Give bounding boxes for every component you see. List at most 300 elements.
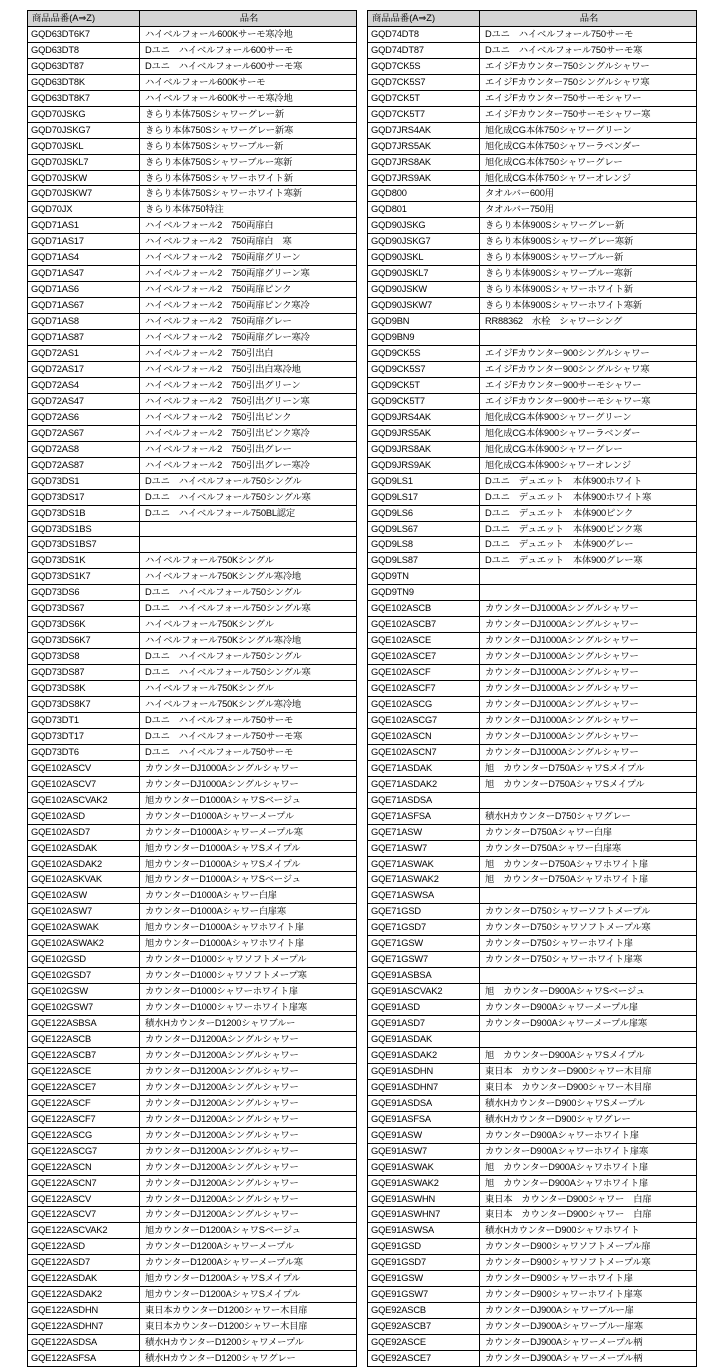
product-code-cell: GQE91ASDAK2: [368, 1047, 480, 1063]
product-code-cell: GQE102ASDAK2: [28, 856, 140, 872]
table-row: [368, 649, 697, 665]
product-code-cell: GQE102ASCB7: [368, 617, 480, 633]
table-row: [368, 122, 697, 138]
product-name-cell: 旭 カウンターD750AシャワSメイプル: [480, 760, 697, 776]
product-code-cell: GQE91ASWAK: [368, 1159, 480, 1175]
product-code-cell: GQE91ASD: [368, 1000, 480, 1016]
product-name-cell: カウンターDJ1000Aシングルシャワー: [140, 776, 357, 792]
table-row: [368, 1047, 697, 1063]
table-row: [28, 872, 357, 888]
product-code-cell: GQD90JSKG7: [368, 234, 480, 250]
product-name-cell: Dユニ ハイベルフォール750サーモ寒: [480, 42, 697, 58]
table-row: [28, 393, 357, 409]
table-row: [28, 170, 357, 186]
table-row: [368, 1159, 697, 1175]
product-name-cell: カウンターD900Aシャワーメープル扉: [480, 1000, 697, 1016]
product-name-cell: ハイベルフォール2 750両扉グリーン寒: [140, 266, 357, 282]
product-name-cell: ハイベルフォール2 750引出ピンク寒冷: [140, 425, 357, 441]
product-code-cell: GQD70JSKG: [28, 106, 140, 122]
table-row: [368, 553, 697, 569]
product-code-cell: GQD70JSKW7: [28, 186, 140, 202]
product-code-cell: GQD9LS6: [368, 505, 480, 521]
table-row: [368, 633, 697, 649]
product-name-cell: カウンターDJ1200Aシングルシャワー: [140, 1127, 357, 1143]
product-code-cell: GQE122ASCVAK2: [28, 1223, 140, 1239]
product-code-cell: GQE91ASCVAK2: [368, 984, 480, 1000]
product-code-cell: GQD90JSKL: [368, 250, 480, 266]
product-code-cell: GQD9JRS8AK: [368, 441, 480, 457]
product-code-cell: GQE102GSW: [28, 984, 140, 1000]
table-row: [28, 617, 357, 633]
product-code-cell: GQE102ASWAK: [28, 920, 140, 936]
table-row: [28, 122, 357, 138]
product-name-cell: 旭カウンターD1000AシャワSベージュ: [140, 872, 357, 888]
product-name-cell: [480, 585, 697, 601]
product-name-cell: エイジFカウンター750サーモシャワー: [480, 90, 697, 106]
table-row: [368, 250, 697, 266]
product-name-cell: Dユニ ハイベルフォール600サーモ寒: [140, 58, 357, 74]
product-name-cell: カウンターD1000Aシャワー白扉: [140, 888, 357, 904]
table-row: [28, 1159, 357, 1175]
product-name-cell: 旭化成CG本体750シャワーグリーン: [480, 122, 697, 138]
product-name-cell: カウンターD900シャワーホワイト扉寒: [480, 1287, 697, 1303]
table-row: [368, 393, 697, 409]
product-code-cell: GQE122ASDAK: [28, 1271, 140, 1287]
product-name-cell: エイジFカウンター900シングルシャワー: [480, 346, 697, 362]
product-name-cell: ハイベルフォール2 750引出ピンク: [140, 409, 357, 425]
product-code-cell: GQE92ASCE7: [368, 1351, 480, 1367]
table-row: [28, 696, 357, 712]
column-header-product-name: 品名: [140, 11, 357, 27]
table-row: [368, 1095, 697, 1111]
product-name-cell: カウンターDJ1200Aシングルシャワー: [140, 1079, 357, 1095]
product-name-cell: カウンターDJ1200Aシングルシャワー: [140, 1111, 357, 1127]
product-code-cell: GQD63DT8K: [28, 74, 140, 90]
table-row: [368, 1319, 697, 1335]
product-name-cell: [480, 792, 697, 808]
product-name-cell: 旭化成CG本体900シャワーグレー: [480, 441, 697, 457]
product-code-cell: GQD63DT6K7: [28, 26, 140, 42]
table-row: [368, 681, 697, 697]
product-name-cell: Dユニ ハイベルフォール750サーモ寒: [140, 728, 357, 744]
product-code-cell: GQD73DT6: [28, 744, 140, 760]
product-table-right: [367, 10, 697, 1367]
table-row: [368, 952, 697, 968]
table-row: [28, 1351, 357, 1367]
table-row: [368, 968, 697, 984]
table-row: [368, 377, 697, 393]
product-name-cell: エイジFカウンター900サーモシャワー寒: [480, 393, 697, 409]
product-name-cell: カウンターD1000Aシャワーメープル寒: [140, 824, 357, 840]
product-name-cell: きらり本体900Sシャワーブルー新: [480, 250, 697, 266]
product-code-cell: GQE71ASWAK: [368, 856, 480, 872]
table-row: [368, 266, 697, 282]
product-code-cell: GQD9BN: [368, 314, 480, 330]
table-row: [28, 936, 357, 952]
table-row: [28, 984, 357, 1000]
product-name-cell: ハイベルフォール2 750引出グレー寒冷: [140, 457, 357, 473]
product-name-cell: カウンターDJ1200Aシングルシャワー: [140, 1063, 357, 1079]
product-code-cell: GQD7CK5S7: [368, 74, 480, 90]
table-row: [28, 409, 357, 425]
table-row: [368, 330, 697, 346]
product-code-cell: GQD9CK5T7: [368, 393, 480, 409]
table-row: [28, 633, 357, 649]
table-row: [28, 1223, 357, 1239]
product-name-cell: カウンターD1000シャワソフトメープル: [140, 952, 357, 968]
table-row: [28, 1287, 357, 1303]
table-row: [368, 904, 697, 920]
product-name-cell: 旭カウンターD1200AシャワSメイプル: [140, 1287, 357, 1303]
product-code-cell: GQE122ASCF: [28, 1095, 140, 1111]
product-code-cell: GQE102ASDAK: [28, 840, 140, 856]
product-name-cell: ハイベルフォール750Kシングル: [140, 553, 357, 569]
table-row: [368, 872, 697, 888]
product-name-cell: Dユニ ハイベルフォール750シングル: [140, 649, 357, 665]
product-code-cell: GQD7JRS8AK: [368, 154, 480, 170]
table-row: [28, 202, 357, 218]
product-code-cell: GQD63DT8: [28, 42, 140, 58]
product-code-cell: GQD73DS1: [28, 473, 140, 489]
product-name-cell: カウンターDJ1000Aシングルシャワー: [480, 649, 697, 665]
product-name-cell: 旭 カウンターD900Aシャワホワイト扉: [480, 1175, 697, 1191]
product-name-cell: Dユニ ハイベルフォール750シングル寒: [140, 489, 357, 505]
product-name-cell: カウンターD1200Aシャワーメープル寒: [140, 1255, 357, 1271]
product-code-cell: GQE102ASCV7: [28, 776, 140, 792]
product-code-cell: GQE91ASWAK2: [368, 1175, 480, 1191]
product-code-cell: GQE102ASW7: [28, 904, 140, 920]
product-code-cell: GQD74DT87: [368, 42, 480, 58]
product-name-cell: ハイベルフォール2 750両扉グレー: [140, 314, 357, 330]
product-code-cell: GQD7CK5S: [368, 58, 480, 74]
table-row: [368, 776, 697, 792]
product-name-cell: ハイベルフォール2 750引出白: [140, 346, 357, 362]
table-row: [368, 984, 697, 1000]
product-name-cell: ハイベルフォール2 750両扉グリーン: [140, 250, 357, 266]
product-code-cell: GQD9LS8: [368, 537, 480, 553]
product-name-cell: カウンターDJ1200Aシングルシャワー: [140, 1032, 357, 1048]
product-code-cell: GQD90JSKL7: [368, 266, 480, 282]
product-name-cell: カウンターDJ1200Aシングルシャワー: [140, 1207, 357, 1223]
table-row: [368, 90, 697, 106]
product-code-cell: GQE122ASCE7: [28, 1079, 140, 1095]
product-name-cell: カウンターDJ1000Aシングルシャワー: [480, 617, 697, 633]
product-name-cell: ハイベルフォール2 750両扉白: [140, 218, 357, 234]
product-code-cell: GQD7JRS4AK: [368, 122, 480, 138]
product-code-cell: GQD801: [368, 202, 480, 218]
product-name-cell: [480, 569, 697, 585]
table-row: [28, 888, 357, 904]
product-name-cell: 積水HカウンターD1200シャワブルー: [140, 1016, 357, 1032]
product-code-cell: GQE102ASCN: [368, 728, 480, 744]
product-code-cell: GQE122ASDSA: [28, 1335, 140, 1351]
table-row: [368, 234, 697, 250]
product-name-cell: カウンターD750Aシャワー白扉: [480, 824, 697, 840]
table-row: [28, 569, 357, 585]
table-left-head: [28, 11, 357, 27]
table-row: [28, 808, 357, 824]
table-row: [368, 712, 697, 728]
table-row: [368, 1271, 697, 1287]
product-code-cell: GQE92ASCE: [368, 1335, 480, 1351]
table-row: [368, 42, 697, 58]
product-code-cell: GQE92ASCB: [368, 1303, 480, 1319]
table-row: [28, 186, 357, 202]
product-code-cell: GQE122ASBSA: [28, 1016, 140, 1032]
product-code-cell: GQE122ASDHN: [28, 1303, 140, 1319]
table-row: [28, 601, 357, 617]
product-code-cell: GQE122ASCG7: [28, 1143, 140, 1159]
table-row: [368, 1223, 697, 1239]
product-code-cell: GQD73DS6K7: [28, 633, 140, 649]
product-name-cell: ハイベルフォール600Kサーモ寒冷地: [140, 90, 357, 106]
product-name-cell: Dユニ デュエット 本体900ホワイト寒: [480, 489, 697, 505]
column-header-product-name: 品名: [480, 11, 697, 27]
header-row: [368, 11, 697, 27]
product-name-cell: 旭 カウンターD750Aシャワホワイト扉: [480, 872, 697, 888]
product-name-cell: カウンターDJ900Aシャワーブルー扉: [480, 1303, 697, 1319]
table-row: [28, 441, 357, 457]
product-name-cell: カウンターDJ900Aシャワーメープル柄: [480, 1351, 697, 1367]
product-name-cell: カウンターDJ1000Aシングルシャワー: [480, 696, 697, 712]
table-row: [368, 920, 697, 936]
table-left-body: [28, 26, 357, 1366]
table-row: [28, 234, 357, 250]
product-name-cell: 積水HカウンターD900シャワグレー: [480, 1111, 697, 1127]
product-name-cell: 旭化成CG本体750シャワーラベンダー: [480, 138, 697, 154]
product-name-cell: エイジFカウンター750サーモシャワー寒: [480, 106, 697, 122]
product-code-cell: GQD9TN: [368, 569, 480, 585]
product-code-cell: GQE71GSD7: [368, 920, 480, 936]
product-name-cell: きらり本体750Sシャワーホワイト寒新: [140, 186, 357, 202]
product-code-cell: GQD9LS87: [368, 553, 480, 569]
product-code-cell: GQD9JRS4AK: [368, 409, 480, 425]
product-name-cell: カウンターDJ1000Aシングルシャワー: [480, 681, 697, 697]
product-name-cell: カウンターD900Aシャワーメープル扉寒: [480, 1016, 697, 1032]
product-code-cell: GQE122ASCN7: [28, 1175, 140, 1191]
product-code-cell: GQE102ASCE7: [368, 649, 480, 665]
product-code-cell: GQE102ASWAK2: [28, 936, 140, 952]
product-code-cell: GQD73DS6K: [28, 617, 140, 633]
product-name-cell: きらり本体750Sシャワーグレー新: [140, 106, 357, 122]
product-code-cell: GQE122ASDHN7: [28, 1319, 140, 1335]
table-row: [28, 665, 357, 681]
product-code-cell: GQE102GSW7: [28, 1000, 140, 1016]
table-row: [368, 441, 697, 457]
table-row: [368, 58, 697, 74]
table-row: [368, 601, 697, 617]
product-name-cell: カウンターD750Aシャワー白扉寒: [480, 840, 697, 856]
product-code-cell: GQD70JSKL7: [28, 154, 140, 170]
table-row: [28, 1063, 357, 1079]
table-row: [28, 856, 357, 872]
product-name-cell: カウンターD900シャワソフトメープル寒: [480, 1255, 697, 1271]
product-code-cell: GQD9LS17: [368, 489, 480, 505]
product-name-cell: カウンターD1000シャワーホワイト扉: [140, 984, 357, 1000]
product-code-cell: GQE91GSD7: [368, 1255, 480, 1271]
table-row: [28, 824, 357, 840]
product-code-cell: GQE91GSW7: [368, 1287, 480, 1303]
product-name-cell: カウンターD1200Aシャワーメープル: [140, 1239, 357, 1255]
table-row: [28, 1000, 357, 1016]
table-row: [28, 266, 357, 282]
product-code-cell: GQD90JSKG: [368, 218, 480, 234]
product-code-cell: GQD72AS8: [28, 441, 140, 457]
product-code-cell: GQE71ASW7: [368, 840, 480, 856]
product-code-cell: GQE91ASDAK: [368, 1032, 480, 1048]
product-code-cell: GQE122ASCE: [28, 1063, 140, 1079]
product-code-cell: GQD73DS87: [28, 665, 140, 681]
table-right-head: [368, 11, 697, 27]
product-code-cell: GQD73DS8K7: [28, 696, 140, 712]
product-name-cell: 積水HカウンターD900シャワSメープル: [480, 1095, 697, 1111]
product-name-cell: 旭カウンターD1200AシャワSメイプル: [140, 1271, 357, 1287]
table-row: [28, 250, 357, 266]
table-row: [368, 361, 697, 377]
table-row: [28, 776, 357, 792]
table-row: [28, 58, 357, 74]
product-name-cell: カウンターD1000Aシャワー白扉寒: [140, 904, 357, 920]
product-name-cell: ハイベルフォール2 750両扉白 寒: [140, 234, 357, 250]
table-row: [368, 856, 697, 872]
product-code-cell: GQE102ASCF7: [368, 681, 480, 697]
product-name-cell: 東日本 カウンターD900シャワー 白扉: [480, 1191, 697, 1207]
table-row: [368, 1287, 697, 1303]
tables-container: [27, 10, 697, 1367]
product-code-cell: GQD73DS1BS: [28, 521, 140, 537]
product-code-cell: GQD7JRS9AK: [368, 170, 480, 186]
product-name-cell: 東日本カウンターD1200シャワー木目扉: [140, 1303, 357, 1319]
product-code-cell: GQD71AS8: [28, 314, 140, 330]
product-name-cell: Dユニ デュエット 本体900ホワイト: [480, 473, 697, 489]
product-code-cell: GQD9BN9: [368, 330, 480, 346]
product-name-cell: ハイベルフォール600Kサーモ: [140, 74, 357, 90]
table-row: [28, 840, 357, 856]
product-name-cell: カウンターDJ1000Aシングルシャワー: [140, 760, 357, 776]
product-code-cell: GQE102ASD7: [28, 824, 140, 840]
product-code-cell: GQD73DT17: [28, 728, 140, 744]
product-name-cell: エイジFカウンター900シングルシャワ寒: [480, 361, 697, 377]
product-code-cell: GQE71GSW: [368, 936, 480, 952]
table-row: [368, 346, 697, 362]
product-name-cell: カウンターDJ1200Aシングルシャワー: [140, 1143, 357, 1159]
product-code-cell: GQE102ASCG7: [368, 712, 480, 728]
product-name-cell: ハイベルフォール2 750引出グリーン寒: [140, 393, 357, 409]
product-code-cell: GQD9JRS5AK: [368, 425, 480, 441]
product-code-cell: GQE122ASDAK2: [28, 1287, 140, 1303]
table-row: [368, 1127, 697, 1143]
product-name-cell: カウンターDJ900Aシャワーブルー扉寒: [480, 1319, 697, 1335]
product-code-cell: GQE122ASCG: [28, 1127, 140, 1143]
product-name-cell: カウンターDJ900Aシャワーメープル柄: [480, 1335, 697, 1351]
product-name-cell: ハイベルフォール750Kシングル寒冷地: [140, 633, 357, 649]
product-name-cell: RR88362 水栓 シャワーシング: [480, 314, 697, 330]
table-right-body: [368, 26, 697, 1366]
table-row: [28, 744, 357, 760]
product-code-cell: GQE91ASW: [368, 1127, 480, 1143]
product-code-cell: GQE102GSD7: [28, 968, 140, 984]
table-row: [368, 1111, 697, 1127]
table-row: [28, 728, 357, 744]
table-row: [28, 218, 357, 234]
table-row: [368, 473, 697, 489]
product-code-cell: GQD71AS87: [28, 330, 140, 346]
product-name-cell: カウンターD750シャワソフトメープル寒: [480, 920, 697, 936]
product-name-cell: ハイベルフォール750Kシングル: [140, 617, 357, 633]
table-row: [368, 505, 697, 521]
product-code-cell: GQE71GSW7: [368, 952, 480, 968]
table-row: [368, 760, 697, 776]
table-row: [28, 1255, 357, 1271]
table-row: [28, 1271, 357, 1287]
product-code-cell: GQE71ASWAK2: [368, 872, 480, 888]
product-name-cell: ハイベルフォール2 750引出白寒冷地: [140, 361, 357, 377]
product-name-cell: [140, 537, 357, 553]
product-name-cell: カウンターD900シャワソフトメープル扉: [480, 1239, 697, 1255]
table-row: [28, 1143, 357, 1159]
product-code-cell: GQE122ASFSA: [28, 1351, 140, 1367]
table-row: [28, 106, 357, 122]
product-name-cell: ハイベルフォール750Kシングル寒冷地: [140, 569, 357, 585]
product-name-cell: 旭化成CG本体900シャワーグリーン: [480, 409, 697, 425]
product-code-cell: GQD72AS67: [28, 425, 140, 441]
product-name-cell: 旭 カウンターD750Aシャワホワイト扉: [480, 856, 697, 872]
column-header-product-code: 商品品番(A⇒Z): [368, 11, 480, 27]
product-code-cell: GQD9CK5T: [368, 377, 480, 393]
product-code-cell: GQE102ASCE: [368, 633, 480, 649]
table-row: [368, 936, 697, 952]
table-row: [368, 808, 697, 824]
table-row: [28, 649, 357, 665]
product-name-cell: タオルバー600用: [480, 186, 697, 202]
product-code-cell: GQE91ASDSA: [368, 1095, 480, 1111]
product-name-cell: カウンターDJ1200Aシングルシャワー: [140, 1047, 357, 1063]
product-name-cell: きらり本体750Sシャワーホワイト新: [140, 170, 357, 186]
table-row: [28, 920, 357, 936]
product-name-cell: ハイベルフォール600Kサーモ寒冷地: [140, 26, 357, 42]
product-code-cell: GQD9LS67: [368, 521, 480, 537]
product-name-cell: きらり本体900Sシャワーブルー寒新: [480, 266, 697, 282]
product-name-cell: 旭化成CG本体750シャワーオレンジ: [480, 170, 697, 186]
table-row: [368, 489, 697, 505]
table-row: [368, 26, 697, 42]
product-code-cell: GQD73DS67: [28, 601, 140, 617]
product-code-cell: GQE122ASCB: [28, 1032, 140, 1048]
product-name-cell: きらり本体900Sシャワーグレー寒新: [480, 234, 697, 250]
table-row: [368, 569, 697, 585]
product-name-cell: Dユニ デュエット 本体900ピンク寒: [480, 521, 697, 537]
product-name-cell: ハイベルフォール2 750両扉ピンク: [140, 282, 357, 298]
table-row: [28, 377, 357, 393]
product-name-cell: 旭カウンターD1000Aシャワホワイト扉: [140, 936, 357, 952]
product-code-cell: GQE91ASDHN: [368, 1063, 480, 1079]
table-row: [368, 154, 697, 170]
product-name-cell: 旭カウンターD1000AシャワSベージュ: [140, 792, 357, 808]
product-code-cell: GQE102ASCN7: [368, 744, 480, 760]
product-code-cell: GQE91ASW7: [368, 1143, 480, 1159]
table-row: [28, 537, 357, 553]
table-row: [28, 553, 357, 569]
product-code-cell: GQE71GSD: [368, 904, 480, 920]
product-name-cell: ハイベルフォール750Kシングル寒冷地: [140, 696, 357, 712]
table-row: [368, 1063, 697, 1079]
product-code-cell: GQE102ASD: [28, 808, 140, 824]
table-row: [28, 585, 357, 601]
product-name-cell: カウンターD900シャワーホワイト扉: [480, 1271, 697, 1287]
table-row: [28, 968, 357, 984]
product-code-cell: GQD72AS87: [28, 457, 140, 473]
product-code-cell: GQE91GSD: [368, 1239, 480, 1255]
